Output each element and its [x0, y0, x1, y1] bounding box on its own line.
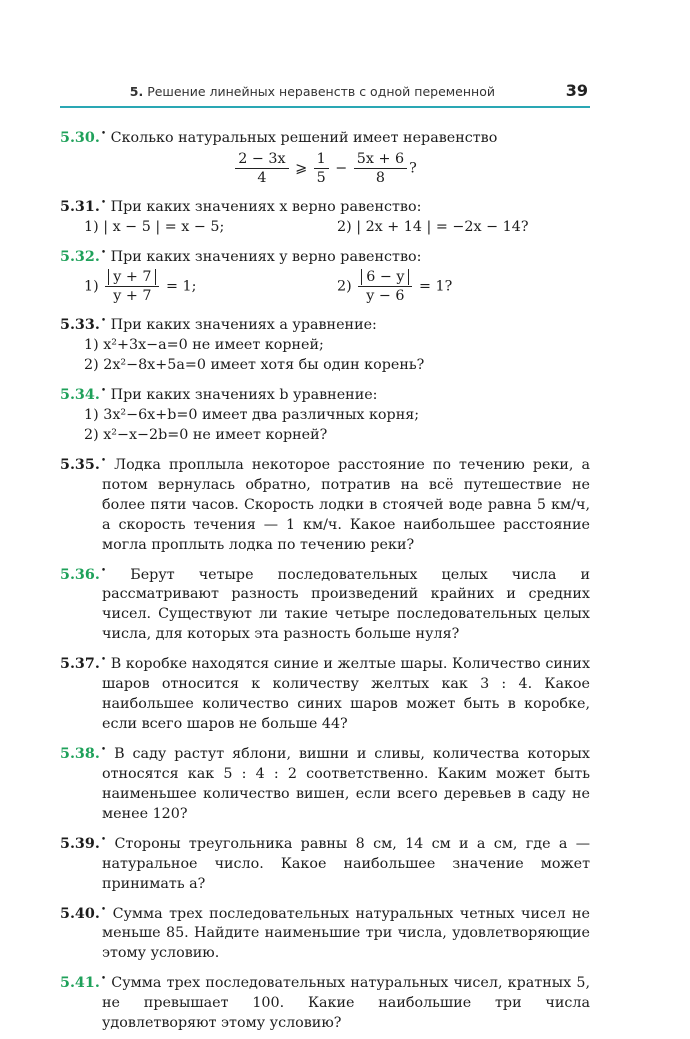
item-2: 2) x²−x−2b=0 не имеет корней? [84, 426, 328, 443]
problem-text: При каких значениях x верно равенство: [110, 198, 422, 215]
item-1: 1) x²+3x−a=0 не имеет корней; [84, 337, 324, 354]
problem-list [60, 124, 590, 1039]
problem-text: Лодка проплыла некоторое расстояние по течению реки, а потом вернулась обратно, потратив на всё путешествие не более пяти часов. Скорость лодки в стоячей воде равна 5 км/ч, а скорость течения — 1 км/ч. Какое наибольшее расстояние могла проплыть лодка по течению реки? [102, 456, 590, 553]
problem-number: 5.34. [60, 386, 100, 403]
problem-text: В коробке находятся синие и желтые шары. Количество синих шаров относится к количеству желтых как 3 : 4. Какое наибольшее количество синих шаров может быть в коробке, если всего шаров не больше 44? [102, 656, 591, 733]
chapter-title: 5. Решение линейных неравенств с одной переменной [129, 84, 495, 99]
problem-text: Берут четыре последовательных целых числа и рассматривают разность произведений крайних и средних чисел. Существуют ли такие четыре последовательных целых числа, для которых эта разность больше нуля? [102, 566, 591, 643]
problem-5-41: 5.41.• Сумма трех последовательных натуральных чисел, кратных 5, не превышает 100. Какие наибольшие три числа удовлетворяют этому условию? [60, 974, 590, 1032]
problem-5-36: 5.36.• Берут четыре последовательных целых числа и рассматривают разность произведений крайних и средних чисел. Существуют ли такие четыре последовательных целых числа, для которых эта разность больше нуля? [60, 565, 591, 643]
problem-5-33: 5.33.• При каких значениях a уравнение: 1) x²+3x−a=0 не имеет корней; 2) 2x²−8x+5a=0 имеет хотя бы один корень? [60, 311, 590, 375]
problem-5-34: 5.34.• При каких значениях b уравнение: 1) 3x²−6x+b=0 имеет два различных корня; 2) x²−x−2b=0 не имеет корней? [60, 381, 590, 445]
problem-text: Сколько натуральных решений имеет неравенство [110, 129, 498, 146]
problem-number: 5.30. [60, 129, 100, 146]
problem-number: 5.32. [60, 248, 100, 265]
problem-text: Сумма трех последовательных натуральных четных чисел не меньше 85. Найдите наименьшие три числа, удовлетворяющие этому условию. [102, 905, 591, 962]
problem-number: 5.35. [60, 456, 100, 473]
problem-5-32: 5.32.• При каких значениях y верно равенство: 1) $\frac{y + 7}{y + 7}$ = 1; 2) $\frac{6 - y}{y - 6}$ = 1? [60, 243, 590, 306]
problem-5-37: 5.37.• В коробке находятся синие и желтые шары. Количество синих шаров относится к количеству желтых как 3 : 4. Какое наибольшее количество синих шаров может быть в коробке, если всего шаров не больше 44? [60, 655, 591, 733]
problem-text: При каких значениях a уравнение: [110, 317, 377, 334]
problem-number: 5.31. [60, 198, 100, 215]
problem-text: Сумма трех последовательных натуральных чисел, кратных 5, не превышает 100. Какие наибольшие три числа удовлетворяют этому условию? [102, 975, 590, 1032]
item-2: 2) | 2x + 14 | = −2x − 14? [337, 218, 529, 235]
problem-5-39: 5.39.• Стороны треугольника равны 8 см, 14 см и a см, где a — натуральное число. Какое наибольшее значение может принимать a? [60, 834, 591, 892]
item-2: 2) 2x²−8x+5a=0 имеет хотя бы один корень? [84, 357, 425, 374]
item-1: 1) | x − 5 | = x − 5; [84, 218, 225, 235]
problem-text: Стороны треугольника равны 8 см, 14 см и a см, где a — натуральное число. Какое наибольшее значение может принимать a? [102, 835, 591, 892]
problem-number: 5.38. [60, 745, 100, 762]
page-header [60, 81, 590, 108]
problem-number: 5.33. [60, 317, 100, 334]
page-number: 39 [565, 81, 588, 100]
inequality-formula: $\frac{2 - 3x}{4}$ ⩾ $\frac{1}{5}$ − $\frac{5x + 6}{8}$ ? [60, 150, 590, 187]
problem-number: 5.36. [60, 566, 100, 583]
item-2: 2) $\frac{6 - y}{y - 6}$ = 1? [337, 269, 453, 305]
problem-5-31: 5.31.• При каких значениях x верно равенство: 1) | x − 5 | = x − 5; 2) | 2x + 14 | = −2x − 14? [60, 193, 590, 237]
problem-5-40: 5.40.• Сумма трех последовательных натуральных четных чисел не меньше 85. Найдите наименьшие три числа, удовлетворяющие этому условию. [60, 904, 591, 962]
problem-text: При каких значениях y верно равенство: [110, 248, 422, 265]
problem-text: В саду растут яблони, вишни и сливы, количества которых относятся как 5 : 4 : 2 соответственно. Каким может быть наименьшее количество вишен, если всего деревьев в саду не менее 120? [102, 745, 590, 822]
problem-5-35: 5.35.• Лодка проплыла некоторое расстояние по течению реки, а потом вернулась обратно, потратив на всё путешествие не более пяти часов. Скорость лодки в стоячей воде равна 5 км/ч, а скорость течения — 1 км/ч. Какое наибольшее расстояние могла проплыть лодка по течению реки? [60, 455, 590, 553]
item-1: 1) $\frac{y + 7}{y + 7}$ = 1; [84, 269, 197, 305]
problem-text: При каких значениях b уравнение: [110, 386, 378, 403]
problem-5-38: 5.38.• В саду растут яблони, вишни и сливы, количества которых относятся как 5 : 4 : 2 соответственно. Каким может быть наименьшее количество вишен, если всего деревьев в саду не менее 120? [60, 745, 590, 822]
problem-5-30: 5.30.• Сколько натуральных решений имеет неравенство $\frac{2 - 3x}{4}$ ⩾ $\frac{1}{5}$ − $\frac{5x + 6}{8}$ ? [60, 124, 590, 187]
problem-number: 5.41. [60, 975, 100, 992]
item-1: 1) 3x²−6x+b=0 имеет два различных корня; [84, 406, 420, 423]
problem-number: 5.40. [60, 905, 100, 922]
problem-number: 5.37. [60, 656, 100, 673]
problem-number: 5.39. [60, 835, 100, 852]
